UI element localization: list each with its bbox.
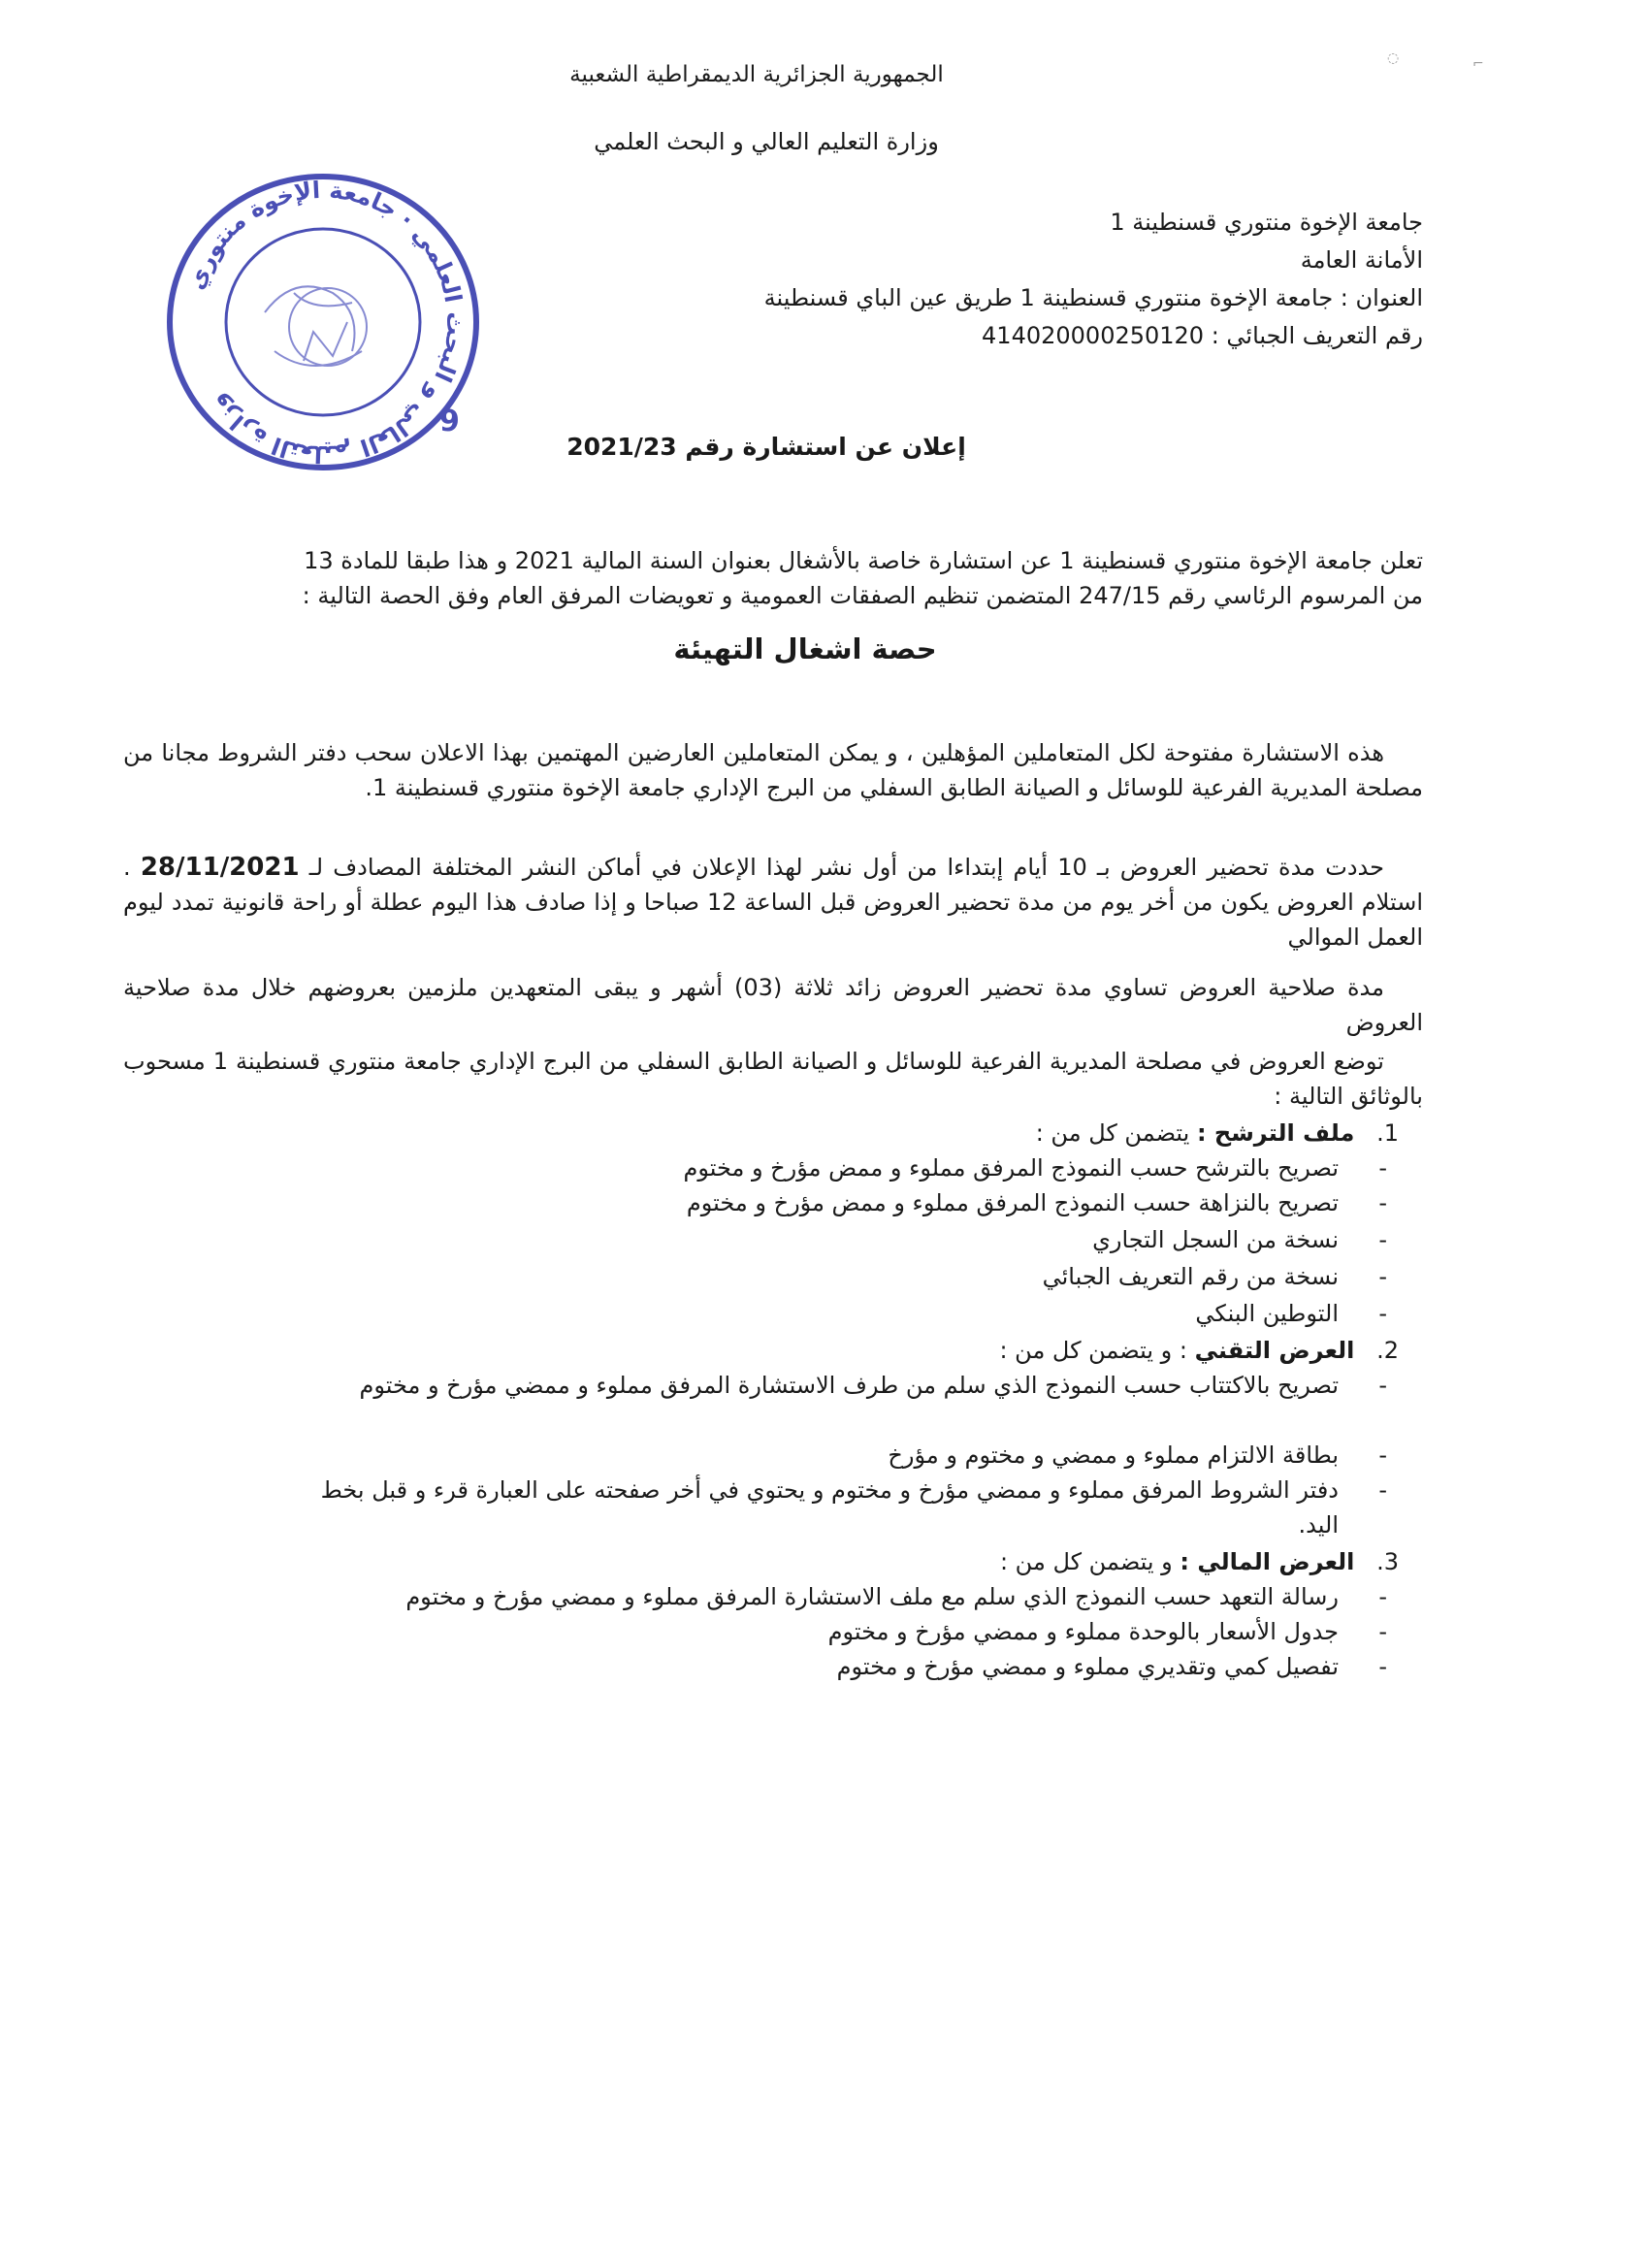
section-technical-offer [99,1333,1399,1368]
section-rest: : و يتضمن كل من : [999,1337,1187,1364]
institution-name: جامعة الإخوة منتوري قسنطينة 1 [1110,209,1423,236]
section-number: 2. [1376,1337,1399,1364]
list-item: - نسخة من رقم التعريف الجبائي [1042,1263,1387,1290]
deadline-date: 28/11/2021 [140,853,300,882]
lot-heading: حصة اشغال التهيئة [673,632,937,665]
intro-line-1: تعلن جامعة الإخوة منتوري قسنطينة 1 عن استشارة خاصة بالأشغال بعنوان السنة المالية 2021 و هذا طبقا للمادة 13 [304,547,1423,574]
institution-address: العنوان : جامعة الإخوة منتوري قسنطينة 1 طريق عين الباي قسنطينة [763,284,1423,311]
ministry-heading: وزارة التعليم العالي و البحث العلمي [594,128,939,155]
list-item: - جدول الأسعار بالوحدة مملوء و ممضي مؤرخ و مختوم [827,1618,1387,1645]
stamp-ring-text: وزارة التعليم العالي و البحث العلمي · جامعة الإخوة منتوري [181,176,469,469]
scan-mark: ⌐ [1472,56,1484,72]
section-title: العرض التقني [1194,1337,1355,1364]
section-rest: و يتضمن كل من : [999,1548,1173,1575]
deadline-prefix: لـ [308,854,324,881]
list-item: - تصريح بالاكتتاب حسب النموذج الذي سلم من طرف الاستشارة المرفق مملوء و ممضي مؤرخ و مختوم [359,1372,1387,1399]
institution-department: الأمانة العامة [1300,246,1423,274]
paragraph-submission: توضع العروض في مصلحة المديرية الفرعية للوسائل و الصيانة الطابق السفلي من البرج الإداري جامعة منتوري قسنطينة 1 مسحوب بالوثائق التالية : [123,1048,1423,1110]
section-title: العرض المالي : [1180,1548,1355,1575]
scan-mark: ◌ [1387,50,1400,66]
stamp-emblem [265,286,367,366]
list-item: - بطاقة الالتزام مملوء و ممضي و مختوم و مؤرخ [888,1442,1387,1469]
list-item: - تصريح بالنزاهة حسب النموذج المرفق مملوء و ممض مؤرخ و مختوم [686,1189,1387,1216]
section-candidature [99,1116,1399,1150]
stamp-digit: 9 [439,405,460,438]
republic-heading: الجمهورية الجزائرية الديمقراطية الشعبية [569,62,944,87]
paragraph-open-consultation: هذه الاستشارة مفتوحة لكل المتعاملين المؤهلين ، و يمكن المتعاملين العارضين المهتمين بهذا الاعلان سحب دفتر الشروط مجانا من مصلحة المديرية الفرعية للوسائل و الصيانة الطابق السفلي من البرج الإداري جامعة الإخوة منتوري قسنطينة 1. [123,739,1423,801]
section-number: 3. [1376,1548,1399,1575]
list-item: - تفصيل كمي وتقديري مملوء و ممضي مؤرخ و مختوم [836,1653,1387,1680]
list-item: - دفتر الشروط المرفق مملوء و ممضي مؤرخ و مختوم و يحتوي في أخر صفحته على العبارة قرء و قبل بخط اليد. [320,1476,1387,1539]
section-number: 1. [1376,1119,1399,1147]
list-item: - رسالة التعهد حسب النموذج الذي سلم مع ملف الاستشارة المرفق مملوء و ممضي مؤرخ و مختوم [405,1583,1387,1610]
official-stamp [158,167,488,477]
deadline-text-b: . استلام العروض يكون من أخر يوم من مدة تحضير العروض قبل الساعة 12 صباحا و إذا صادف [123,854,1423,916]
announcement-title: إعلان عن استشارة رقم 2021/23 [566,433,966,461]
intro-line-2: من المرسوم الرئاسي رقم 247/15 المتضمن تنظيم الصفقات العمومية و تعويضات المرفق العام وفق الحصة التالية : [302,582,1423,609]
list-item: - نسخة من السجل التجاري [1092,1226,1387,1253]
list-item: - التوطين البنكي [1195,1300,1387,1327]
deadline-text-a: حددت مدة تحضير العروض بـ 10 أيام إبتداءا من أول نشر لهذا الإعلان في أماكن النشر المختلفة المصادف [333,854,1384,881]
institution-tax-id: رقم التعريف الجبائي : 414020000250120 [982,322,1423,349]
section-title: ملف الترشح : [1196,1119,1355,1147]
list-item: - تصريح بالترشح حسب النموذج المرفق مملوء و ممض مؤرخ و مختوم [683,1154,1387,1182]
paragraph-deadline [123,850,1423,955]
paragraph-validity: مدة صلاحية العروض تساوي مدة تحضير العروض زائد ثلاثة (03) أشهر و يبقى المتعهدين ملزمين بعروضهم خلال مدة صلاحية العروض [123,974,1423,1036]
section-rest: يتضمن كل من : [1035,1119,1190,1147]
deadline-text-c: هذا اليوم عطلة أو راحة قانونية تمدد ليوم العمل الموالي [123,889,1423,951]
section-financial-offer [99,1544,1399,1579]
institution-block [647,204,1423,355]
